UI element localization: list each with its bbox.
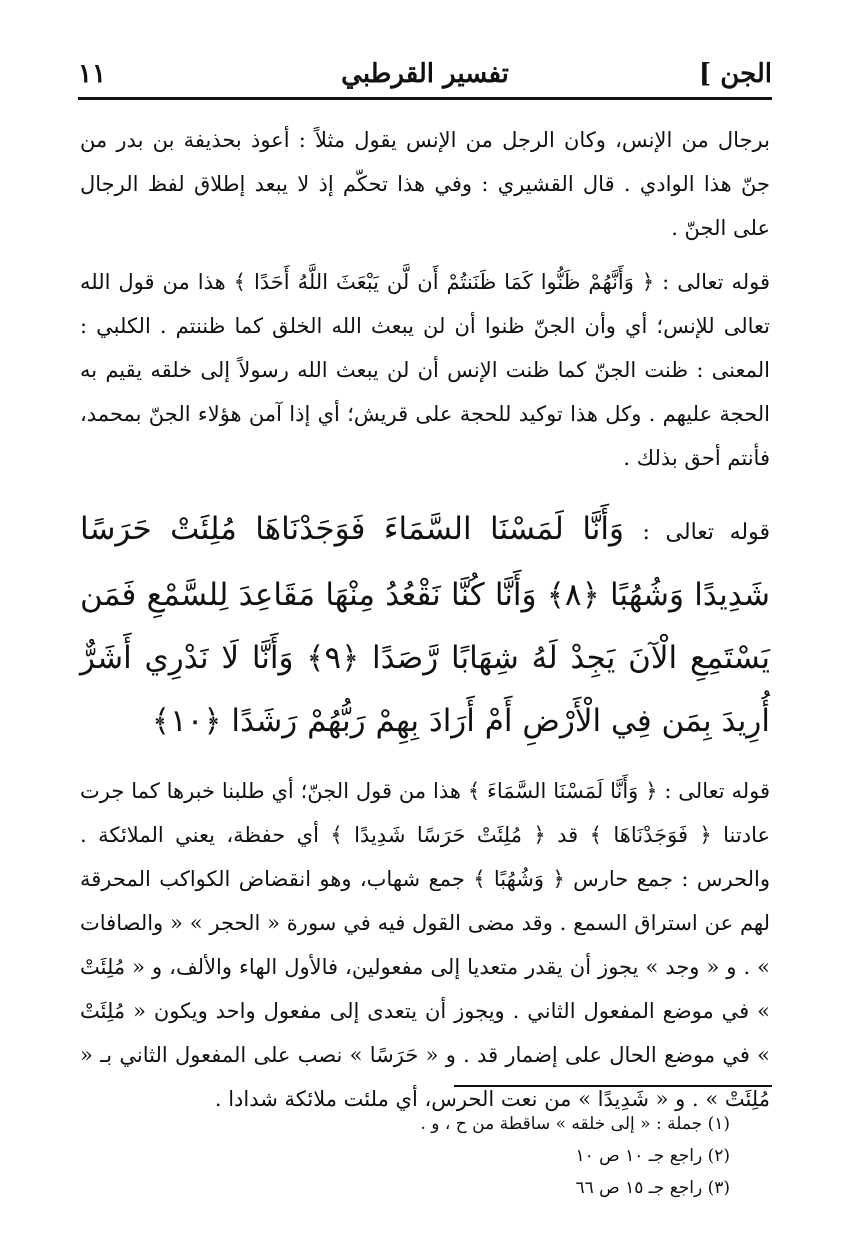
page-number: ١١ xyxy=(78,59,106,89)
running-header xyxy=(78,52,772,96)
paragraph-2: قوله تعالى : ﴿ وَأَنَّهُمْ ظَنُّوا كَمَا ظَنَنتُمْ أَن لَّن يَبْعَثَ اللَّهُ أَحَدًا ﴾ هذا من قول الله تعالى للإنس؛ أي وأن الجنّ ظنوا أن لن يبعث الله الخلق كما ظننتم . الكلبي : المعنى : ظنت الجنّ كما ظنت الإنس أن لن يبعث الله رسولاً إلى خلقه يقيم به الحجة عليهم . وكل هذا توكيد للحجة على قريش؛ أي إذا آمن هؤلاء الجنّ بمحمد، فأنتم أحق بذلك . xyxy=(80,270,770,470)
footnote-3: (٣) راجع جـ ١٥ ص ٦٦ xyxy=(575,1178,730,1198)
paragraph-1: برجال من الإنس، وكان الرجل من الإنس يقول مثلاً : أعوذ بحذيفة بن بدر من جنّ هذا الوادي . قال القشيري : وفي هذا تحكّم إذ لا يبعد إطلاق لفظ الرجال على الجنّ . xyxy=(80,128,770,240)
verse-lead: قوله تعالى : xyxy=(642,520,771,545)
book-title: تفسير القرطبي xyxy=(341,59,509,89)
footnote-rule xyxy=(454,1085,772,1087)
verse-text: وَأَنَّا لَمَسْنَا السَّمَاءَ فَوَجَدْنَاهَا مُلِئَتْ حَرَسًا شَدِيدًا وَشُهُبًا ﴿٨﴾ وَأَنَّا كُنَّا نَقْعُدُ مِنْهَا مَقَاعِدَ لِلسَّمْعِ فَمَن يَسْتَمِعِ الْآنَ يَجِدْ لَهُ شِهَابًا رَّصَدًا ﴿٩﴾ وَأَنَّا لَا نَدْرِي أَشَرٌّ أُرِيدَ بِمَن فِي الْأَرْضِ أَمْ أَرَادَ بِهِمْ رَبُّهُمْ رَشَدًا ﴿١٠﴾ xyxy=(80,511,770,739)
footnote-1: (١) جملة : « إلى خلقه » ساقطة من ح ، و . xyxy=(420,1114,730,1134)
surah-name: الجن ] xyxy=(698,59,772,89)
quran-verses xyxy=(80,498,770,753)
footnote-2: (٢) راجع جـ ١٠ ص ١٠ xyxy=(575,1146,730,1166)
page-body xyxy=(80,118,770,1121)
commentary-paragraph: قوله تعالى : ﴿ وَأَنَّا لَمَسْنَا السَّمَاءَ ﴾ هذا من قول الجنّ؛ أي طلبنا خبرها كما جرت عادتنا ﴿ فَوَجَدْنَاهَا ﴾ قد ﴿ مُلِئَتْ حَرَسًا شَدِيدًا ﴾ أي حفظة، يعني الملائكة . والحرس : جمع حارس ﴿ وَشُهُبًا ﴾ جمع شهاب، وهو انقضاض الكواكب المحرقة لهم عن استراق السمع . وقد مضى القول فيه في سورة « الحجر » « والصافات » . و « وجد » يجوز أن يقدر متعديا إلى مفعولين، فالأول الهاء والألف، و « مُلِئَتْ » في موضع المفعول الثاني . ويجوز أن يتعدى إلى مفعول واحد ويكون « مُلِئَتْ » في موضع الحال على إضمار قد . و « حَرَسًا » نصب على المفعول الثاني بـ « مُلِئَتْ » . و « شَدِيدًا » من نعت الحرس، أي ملئت ملائكة شدادا . xyxy=(80,779,770,1111)
footnotes xyxy=(300,1108,730,1204)
header-rule xyxy=(78,97,772,100)
